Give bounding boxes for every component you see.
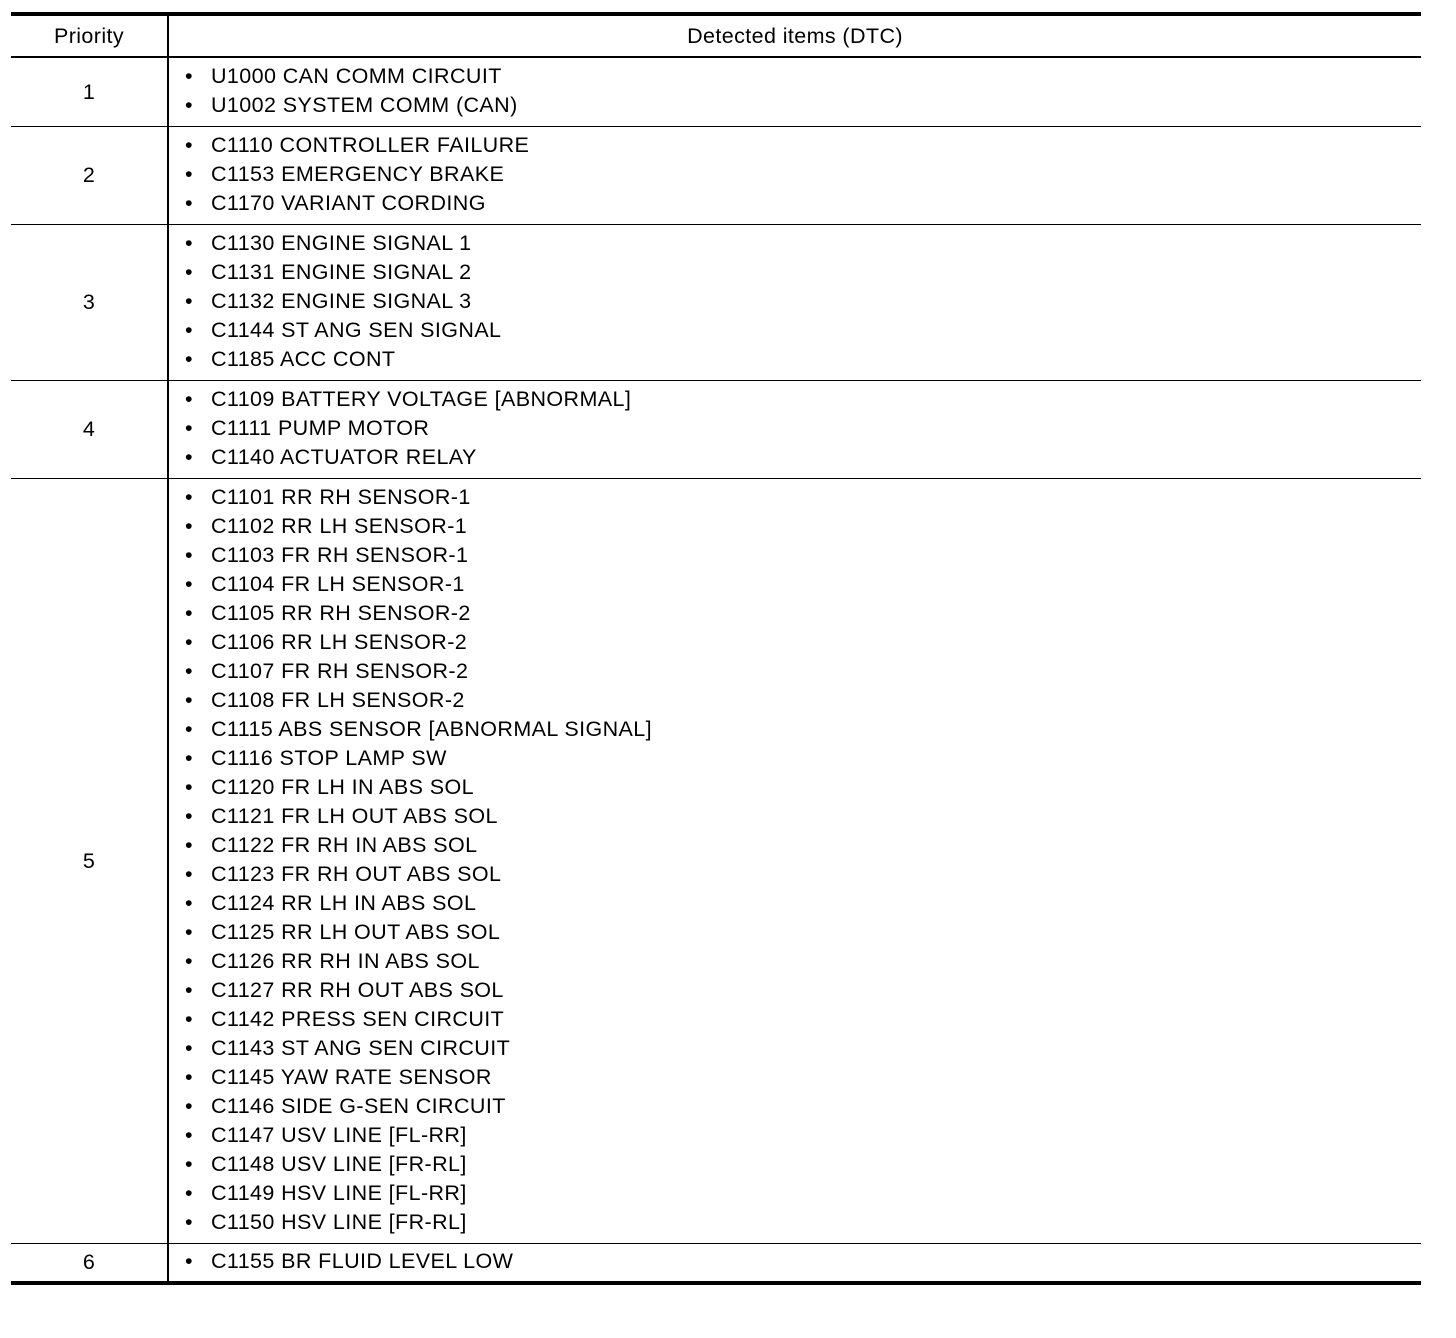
priority-cell: 2 <box>11 127 168 225</box>
dtc-list-item: • C1126 RR RH IN ABS SOL <box>169 947 1421 976</box>
priority-cell: 6 <box>11 1244 168 1284</box>
dtc-list-item: • C1149 HSV LINE [FL-RR] <box>169 1179 1421 1208</box>
dtc-list-item: • C1116 STOP LAMP SW <box>169 744 1421 773</box>
priority-cell: 4 <box>11 381 168 479</box>
priority-cell: 1 <box>11 57 168 127</box>
dtc-list-item: • C1109 BATTERY VOLTAGE [ABNORMAL] <box>169 385 1421 414</box>
dtc-list-item: • C1111 PUMP MOTOR <box>169 414 1421 443</box>
dtc-list-item: • C1122 FR RH IN ABS SOL <box>169 831 1421 860</box>
dtc-list <box>169 385 1421 472</box>
dtc-list-item: • C1131 ENGINE SIGNAL 2 <box>169 258 1421 287</box>
table-row <box>11 381 1421 479</box>
dtc-list-item: • C1104 FR LH SENSOR-1 <box>169 570 1421 599</box>
detected-items-cell <box>168 381 1421 479</box>
dtc-list-item: • C1150 HSV LINE [FR-RL] <box>169 1208 1421 1237</box>
dtc-list <box>169 1247 1421 1276</box>
dtc-list-item: • C1120 FR LH IN ABS SOL <box>169 773 1421 802</box>
detected-items-column-header: Detected items (DTC) <box>168 14 1421 57</box>
dtc-list-item: • C1110 CONTROLLER FAILURE <box>169 131 1421 160</box>
dtc-list-item: • C1101 RR RH SENSOR-1 <box>169 483 1421 512</box>
detected-items-cell <box>168 57 1421 127</box>
detected-items-cell <box>168 225 1421 381</box>
dtc-list-item: • C1107 FR RH SENSOR-2 <box>169 657 1421 686</box>
dtc-list-item: • C1148 USV LINE [FR-RL] <box>169 1150 1421 1179</box>
table-row <box>11 1244 1421 1284</box>
dtc-list-item: • U1000 CAN COMM CIRCUIT <box>169 62 1421 91</box>
table-header-row <box>11 14 1421 57</box>
table-row <box>11 225 1421 381</box>
dtc-list-item: • C1145 YAW RATE SENSOR <box>169 1063 1421 1092</box>
dtc-list-item: • C1143 ST ANG SEN CIRCUIT <box>169 1034 1421 1063</box>
dtc-list-item: • C1146 SIDE G-SEN CIRCUIT <box>169 1092 1421 1121</box>
detected-items-cell <box>168 1244 1421 1284</box>
table-row <box>11 479 1421 1244</box>
dtc-list-item: • C1125 RR LH OUT ABS SOL <box>169 918 1421 947</box>
dtc-list-item: • C1130 ENGINE SIGNAL 1 <box>169 229 1421 258</box>
table-row <box>11 127 1421 225</box>
dtc-list <box>169 62 1421 120</box>
priority-cell: 3 <box>11 225 168 381</box>
detected-items-cell <box>168 127 1421 225</box>
dtc-list-item: • U1002 SYSTEM COMM (CAN) <box>169 91 1421 120</box>
dtc-list-item: • C1106 RR LH SENSOR-2 <box>169 628 1421 657</box>
dtc-list-item: • C1102 RR LH SENSOR-1 <box>169 512 1421 541</box>
dtc-list <box>169 229 1421 374</box>
dtc-list-item: • C1132 ENGINE SIGNAL 3 <box>169 287 1421 316</box>
dtc-list-item: • C1170 VARIANT CORDING <box>169 189 1421 218</box>
dtc-list-item: • C1105 RR RH SENSOR-2 <box>169 599 1421 628</box>
dtc-list-item: • C1124 RR LH IN ABS SOL <box>169 889 1421 918</box>
priority-cell: 5 <box>11 479 168 1244</box>
dtc-list-item: • C1153 EMERGENCY BRAKE <box>169 160 1421 189</box>
dtc-list-item: • C1147 USV LINE [FL-RR] <box>169 1121 1421 1150</box>
dtc-list-item: • C1127 RR RH OUT ABS SOL <box>169 976 1421 1005</box>
dtc-list-item: • C1140 ACTUATOR RELAY <box>169 443 1421 472</box>
table-body <box>11 57 1421 1283</box>
dtc-list-item: • C1123 FR RH OUT ABS SOL <box>169 860 1421 889</box>
dtc-list <box>169 483 1421 1237</box>
dtc-priority-table <box>11 12 1421 1285</box>
dtc-list-item: • C1144 ST ANG SEN SIGNAL <box>169 316 1421 345</box>
dtc-list-item: • C1103 FR RH SENSOR-1 <box>169 541 1421 570</box>
dtc-list-item: • C1115 ABS SENSOR [ABNORMAL SIGNAL] <box>169 715 1421 744</box>
dtc-list-item: • C1185 ACC CONT <box>169 345 1421 374</box>
dtc-list-item: • C1108 FR LH SENSOR-2 <box>169 686 1421 715</box>
dtc-list <box>169 131 1421 218</box>
priority-column-header: Priority <box>11 14 168 57</box>
detected-items-cell <box>168 479 1421 1244</box>
dtc-list-item: • C1155 BR FLUID LEVEL LOW <box>169 1247 1421 1276</box>
table-row <box>11 57 1421 127</box>
dtc-list-item: • C1121 FR LH OUT ABS SOL <box>169 802 1421 831</box>
dtc-list-item: • C1142 PRESS SEN CIRCUIT <box>169 1005 1421 1034</box>
